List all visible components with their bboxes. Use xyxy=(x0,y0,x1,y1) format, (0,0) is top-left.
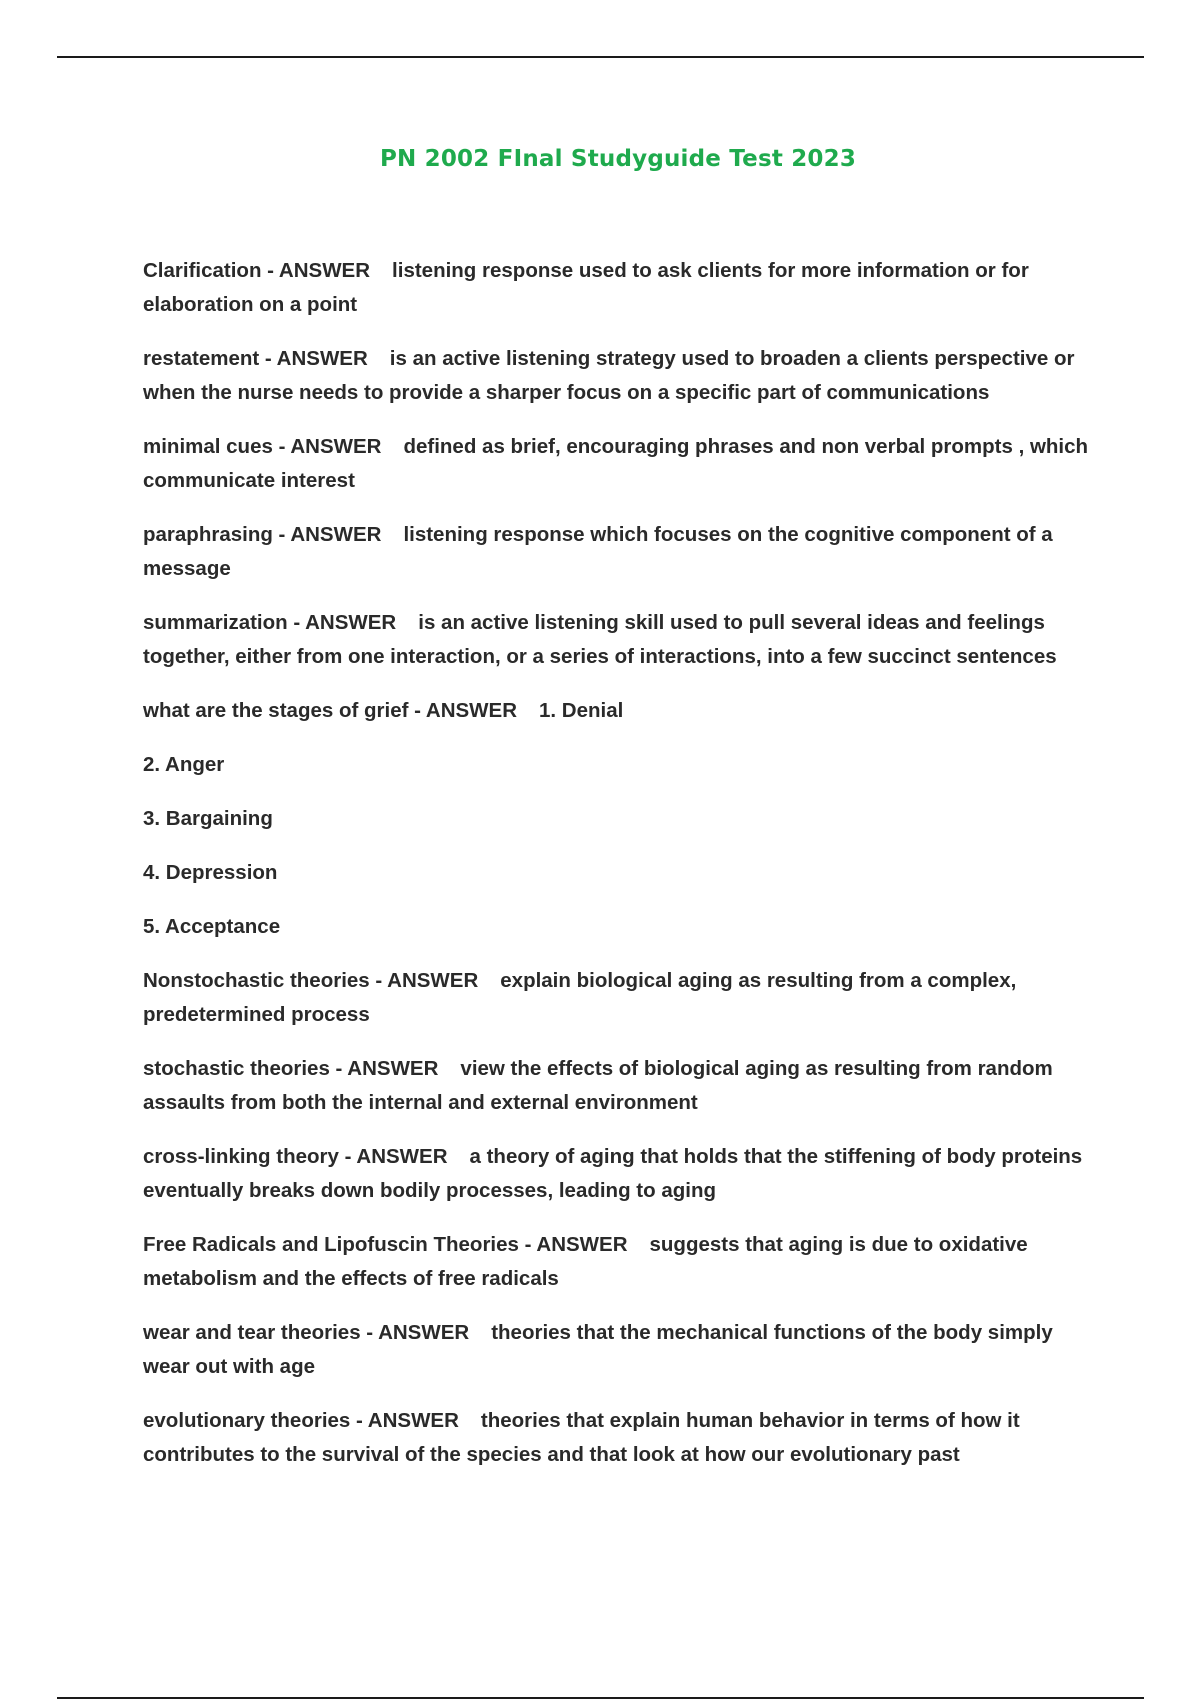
top-rule xyxy=(57,56,1144,58)
entry-paraphrasing xyxy=(143,518,1098,586)
entry-term: what are the stages of grief - ANSWER xyxy=(143,699,517,722)
entry-term: cross-linking theory - ANSWER xyxy=(143,1145,448,1168)
entry-summarization xyxy=(143,606,1098,674)
entry-wear-and-tear-theories xyxy=(143,1316,1098,1384)
entry-definition: is an active listening strategy used to broaden a clients perspective or when the nurse needs to provide a sharper focus on a specific part of communications xyxy=(143,347,1075,404)
entry-definition: is an active listening skill used to pull several ideas and feelings together, either from one interaction, or a series of interactions, into a few succinct sentences xyxy=(143,611,1057,668)
entry-definition: view the effects of biological aging as resulting from random assaults from both the internal and external environment xyxy=(143,1057,1053,1114)
entry-definition: 1. Denial xyxy=(539,699,624,722)
bottom-rule xyxy=(57,1697,1144,1699)
entry-definition: listening response which focuses on the cognitive component of a message xyxy=(143,523,1053,580)
entry-definition: 4. Depression xyxy=(143,861,278,884)
entry-stages-of-grief xyxy=(143,694,1098,728)
entry-definition: 2. Anger xyxy=(143,753,225,776)
entry-evolutionary-theories xyxy=(143,1404,1098,1472)
entry-term: wear and tear theories - ANSWER xyxy=(143,1321,470,1344)
entry-nonstochastic-theories xyxy=(143,964,1098,1032)
grief-stage-acceptance xyxy=(143,910,1098,944)
entry-definition: 5. Acceptance xyxy=(143,915,281,938)
grief-stage-depression xyxy=(143,856,1098,890)
entry-definition: suggests that aging is due to oxidative metabolism and the effects of free radicals xyxy=(143,1233,1028,1290)
entry-clarification xyxy=(143,254,1098,322)
study-guide-content xyxy=(143,254,1098,1492)
entry-definition: theories that explain human behavior in terms of how it contributes to the survival of the species and that look at how our evolutionary past xyxy=(143,1409,1020,1466)
entry-term: stochastic theories - ANSWER xyxy=(143,1057,439,1080)
entry-term: Clarification - ANSWER xyxy=(143,259,371,282)
entry-definition: a theory of aging that holds that the stiffening of body proteins eventually breaks down bodily processes, leading to aging xyxy=(143,1145,1083,1202)
entry-term: restatement - ANSWER xyxy=(143,347,368,370)
entry-term: Nonstochastic theories - ANSWER xyxy=(143,969,479,992)
entry-definition: defined as brief, encouraging phrases and non verbal prompts , which communicate interest xyxy=(143,435,1089,492)
entry-definition: explain biological aging as resulting from a complex, predetermined process xyxy=(143,969,1017,1026)
grief-stage-bargaining xyxy=(143,802,1098,836)
entry-term: Free Radicals and Lipofuscin Theories - ANSWER xyxy=(143,1233,628,1256)
grief-stage-anger xyxy=(143,748,1098,782)
entry-definition: 3. Bargaining xyxy=(143,807,273,830)
entry-free-radicals-theories xyxy=(143,1228,1098,1296)
entry-definition: theories that the mechanical functions of the body simply wear out with age xyxy=(143,1321,1053,1378)
entry-minimal-cues xyxy=(143,430,1098,498)
page-title: PN 2002 FInal Studyguide Test 2023 xyxy=(379,146,857,172)
entry-cross-linking-theory xyxy=(143,1140,1098,1208)
entry-term: summarization - ANSWER xyxy=(143,611,397,634)
entry-term: evolutionary theories - ANSWER xyxy=(143,1409,459,1432)
entry-term: paraphrasing - ANSWER xyxy=(143,523,382,546)
entry-stochastic-theories xyxy=(143,1052,1098,1120)
entry-restatement xyxy=(143,342,1098,410)
entry-term: minimal cues - ANSWER xyxy=(143,435,382,458)
entry-definition: listening response used to ask clients for more information or for elaboration on a point xyxy=(143,259,1029,316)
